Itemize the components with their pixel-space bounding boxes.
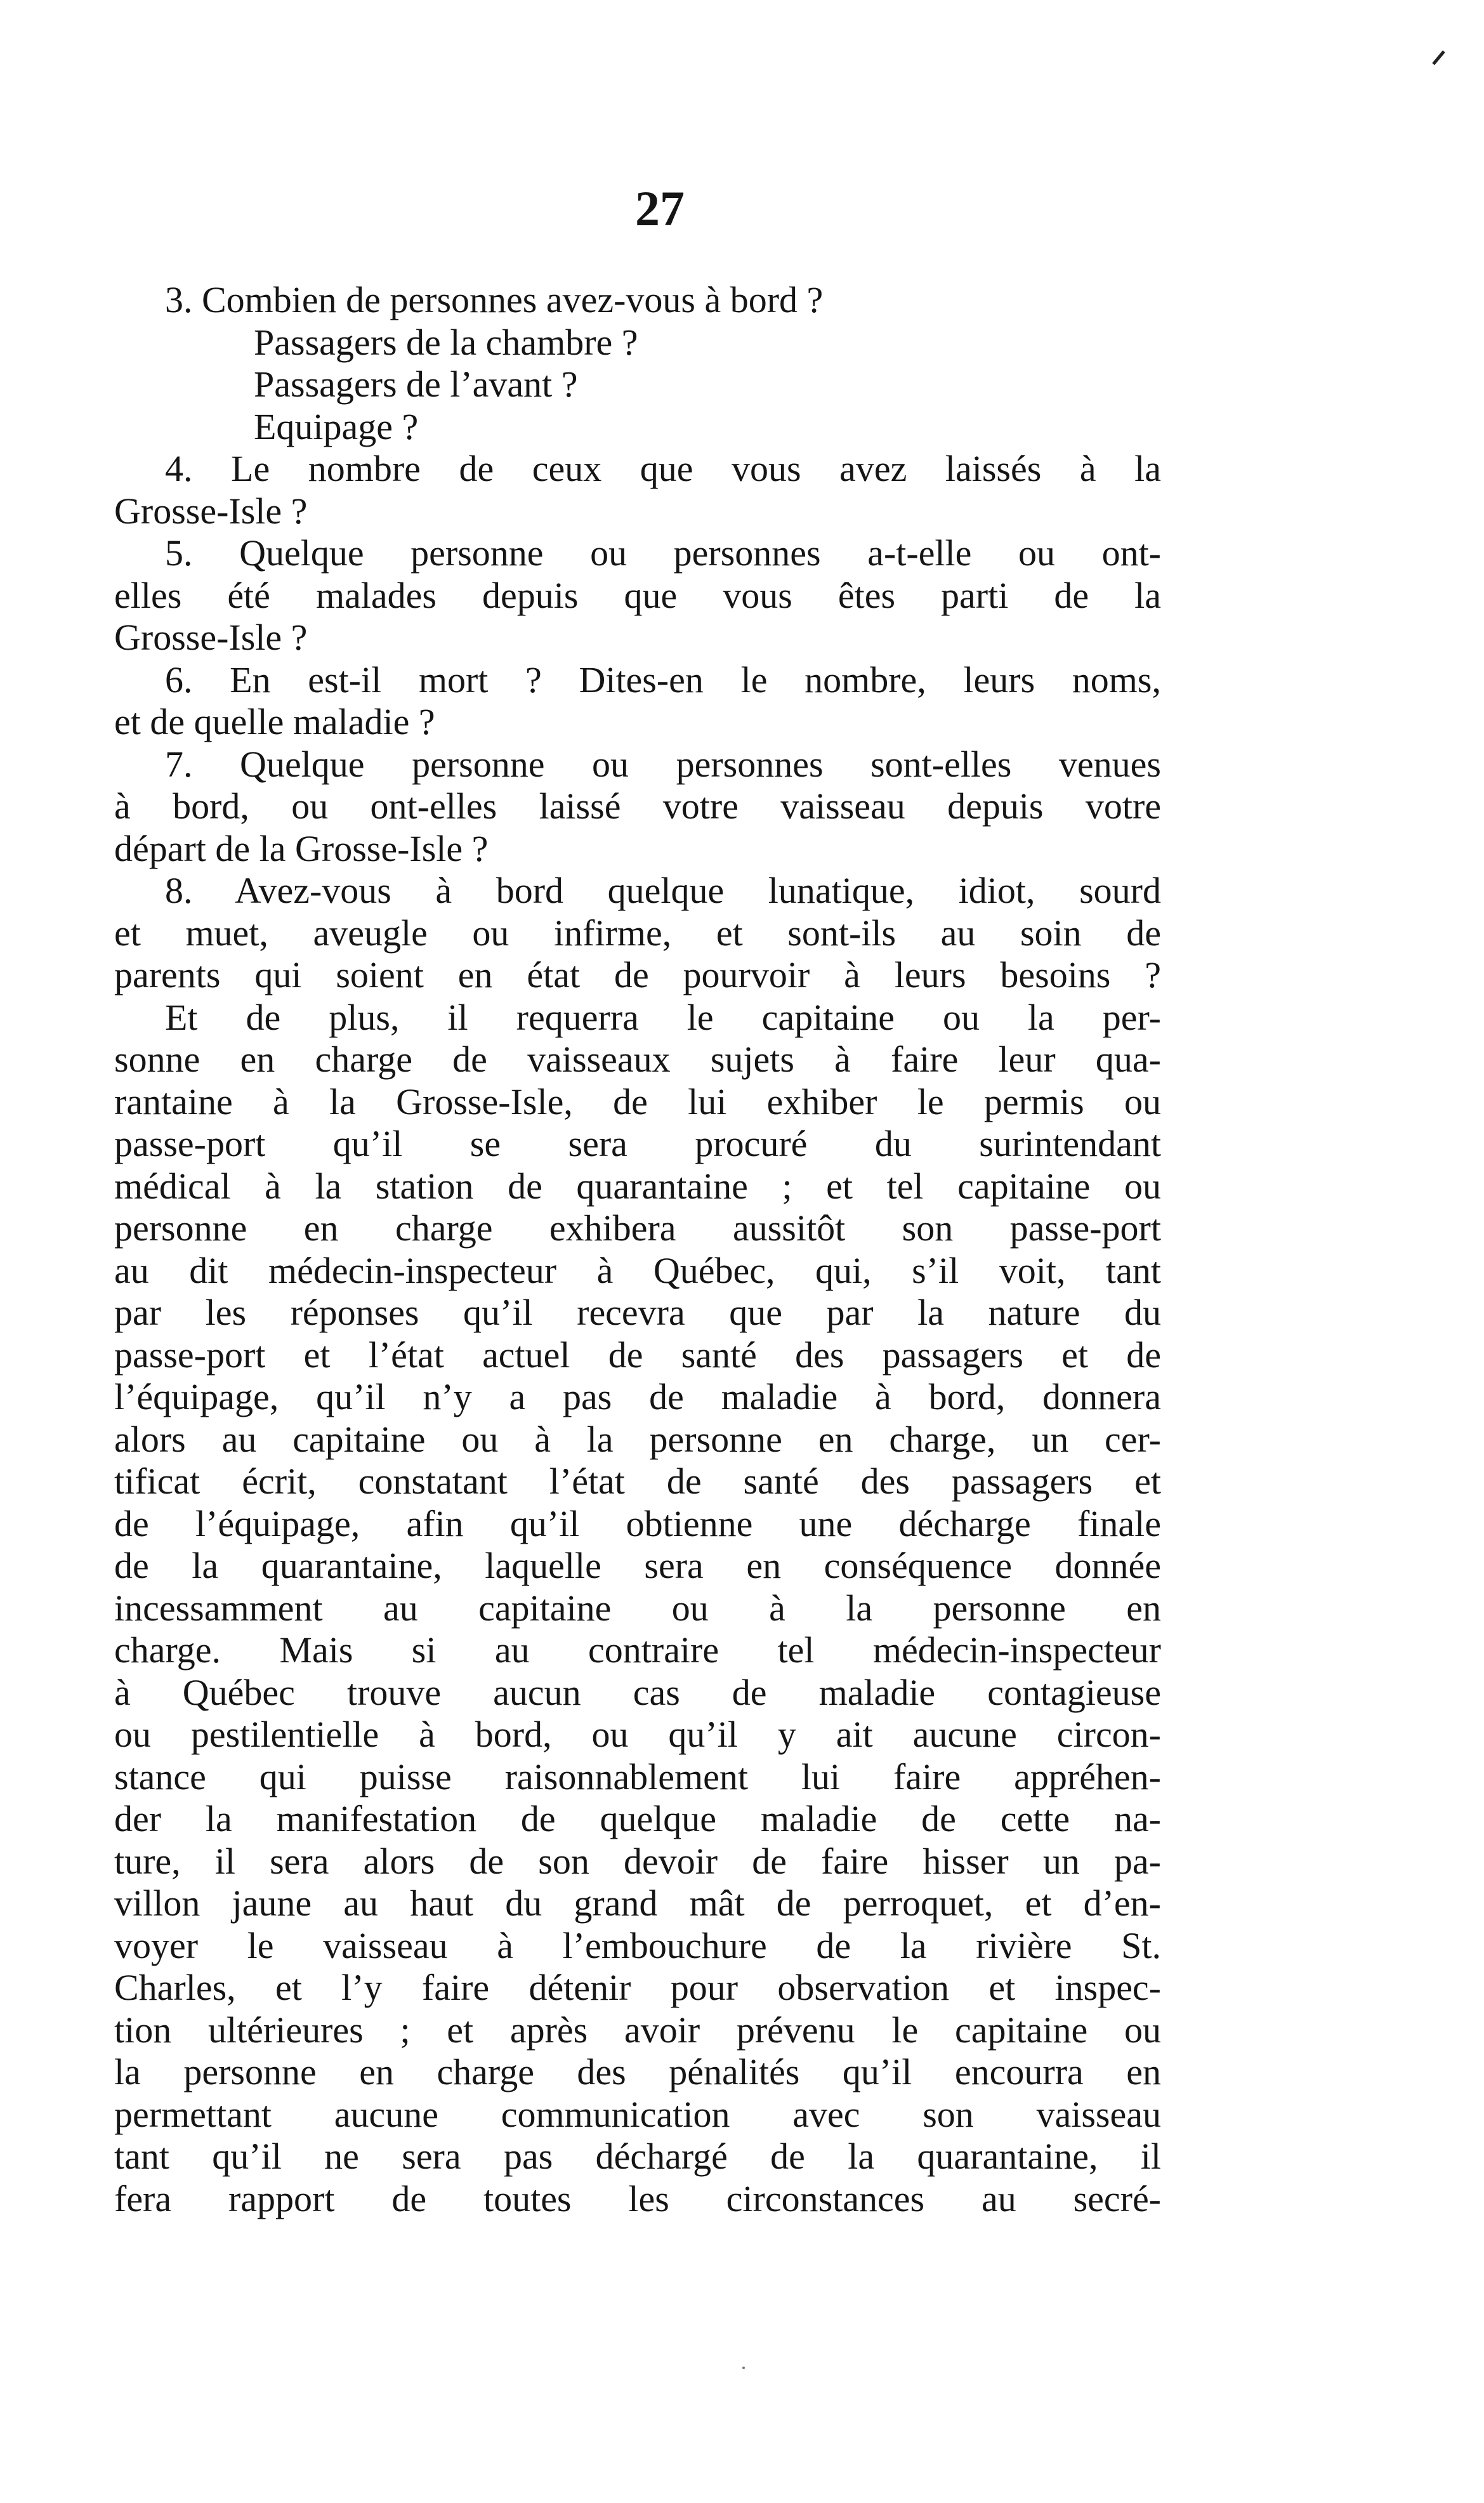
- text-line: la personne en charge des pénalités qu’il encourra en: [114, 2051, 1161, 2092]
- text-line: 8. Avez-vous à bord quelque lunatique, idiot, sourd: [165, 870, 1161, 911]
- text-line: passe-port qu’il se sera procuré du surintendant: [114, 1123, 1161, 1164]
- text-line: rantaine à la Grosse-Isle, de lui exhiber le permis ou: [114, 1081, 1161, 1122]
- text-line: Passagers de l’avant ?: [254, 364, 578, 405]
- text-line: alors au capitaine ou à la personne en charge, un cer-: [114, 1418, 1161, 1460]
- text-line: der la manifestation de quelque maladie de cette na-: [114, 1798, 1161, 1839]
- text-line: tant qu’il ne sera pas déchargé de la quarantaine, il: [114, 2136, 1161, 2177]
- text-line: villon jaune au haut du grand mât de perroquet, et d’en-: [114, 1882, 1161, 1924]
- text-line: Passagers de la chambre ?: [254, 321, 638, 363]
- text-line: 6. En est-il mort ? Dites-en le nombre, leurs noms,: [165, 659, 1161, 700]
- text-line: tificat écrit, constatant l’état de santé des passagers et: [114, 1461, 1161, 1502]
- text-line: et de quelle maladie ?: [114, 701, 435, 742]
- text-line: personne en charge exhibera aussitôt son passe-port: [114, 1207, 1161, 1249]
- text-line: 5. Quelque personne ou personnes a-t-elle ou ont-: [165, 532, 1161, 574]
- text-line: permettant aucune communication avec son vaisseau: [114, 2093, 1161, 2135]
- text-line: parents qui soient en état de pourvoir à leurs besoins ?: [114, 954, 1161, 995]
- text-line: Et de plus, il requerra le capitaine ou la per-: [165, 996, 1161, 1038]
- text-line: Grosse-Isle ?: [114, 617, 308, 658]
- text-line: elles été malades depuis que vous êtes parti de la: [114, 574, 1161, 616]
- text-line: Grosse-Isle ?: [114, 490, 308, 532]
- page-number: 27: [635, 181, 685, 236]
- text-line: ture, il sera alors de son devoir de faire hisser un pa-: [114, 1840, 1161, 1882]
- text-line: 3. Combien de personnes avez-vous à bord ?: [165, 279, 824, 320]
- text-line: à bord, ou ont-elles laissé votre vaisseau depuis votre: [114, 785, 1161, 827]
- text-line: Equipage ?: [254, 405, 419, 447]
- text-line: par les réponses qu’il recevra que par la nature du: [114, 1292, 1161, 1333]
- text-line: Charles, et l’y faire détenir pour observation et inspec-: [114, 1967, 1161, 2008]
- text-line: passe-port et l’état actuel de santé des passagers et de: [114, 1334, 1161, 1376]
- body-text: [114, 279, 1161, 2220]
- text-line: et muet, aveugle ou infirme, et sont-ils au soin de: [114, 912, 1161, 954]
- text-line: l’équipage, qu’il n’y a pas de maladie à bord, donnera: [114, 1376, 1161, 1417]
- text-line: ou pestilentielle à bord, ou qu’il y ait aucune circon-: [114, 1714, 1161, 1755]
- margin-mark: [1432, 50, 1445, 65]
- text-line: de la quarantaine, laquelle sera en conséquence donnée: [114, 1545, 1161, 1586]
- text-line: 4. Le nombre de ceux que vous avez laissés à la: [165, 448, 1161, 489]
- text-line: stance qui puisse raisonnablement lui faire appréhen-: [114, 1756, 1161, 1797]
- text-line: fera rapport de toutes les circonstances au secré-: [114, 2178, 1161, 2219]
- text-line: voyer le vaisseau à l’embouchure de la rivière St.: [114, 1924, 1161, 1966]
- text-line: à Québec trouve aucun cas de maladie contagieuse: [114, 1671, 1161, 1713]
- text-line: tion ultérieures ; et après avoir prévenu le capitaine ou: [114, 2009, 1161, 2051]
- text-line: sonne en charge de vaisseaux sujets à faire leur qua-: [114, 1039, 1161, 1080]
- text-line: départ de la Grosse-Isle ?: [114, 827, 489, 869]
- text-line: incessamment au capitaine ou à la personne en: [114, 1587, 1161, 1629]
- text-line: au dit médecin-inspecteur à Québec, qui, s’il voit, tant: [114, 1249, 1161, 1291]
- text-line: charge. Mais si au contraire tel médecin-inspecteur: [114, 1629, 1161, 1671]
- text-line: 7. Quelque personne ou personnes sont-elles venues: [165, 743, 1161, 785]
- text-line: de l’équipage, afin qu’il obtienne une décharge finale: [114, 1502, 1161, 1544]
- text-line: médical à la station de quarantaine ; et tel capitaine ou: [114, 1165, 1161, 1207]
- paper-speck: [742, 2367, 745, 2369]
